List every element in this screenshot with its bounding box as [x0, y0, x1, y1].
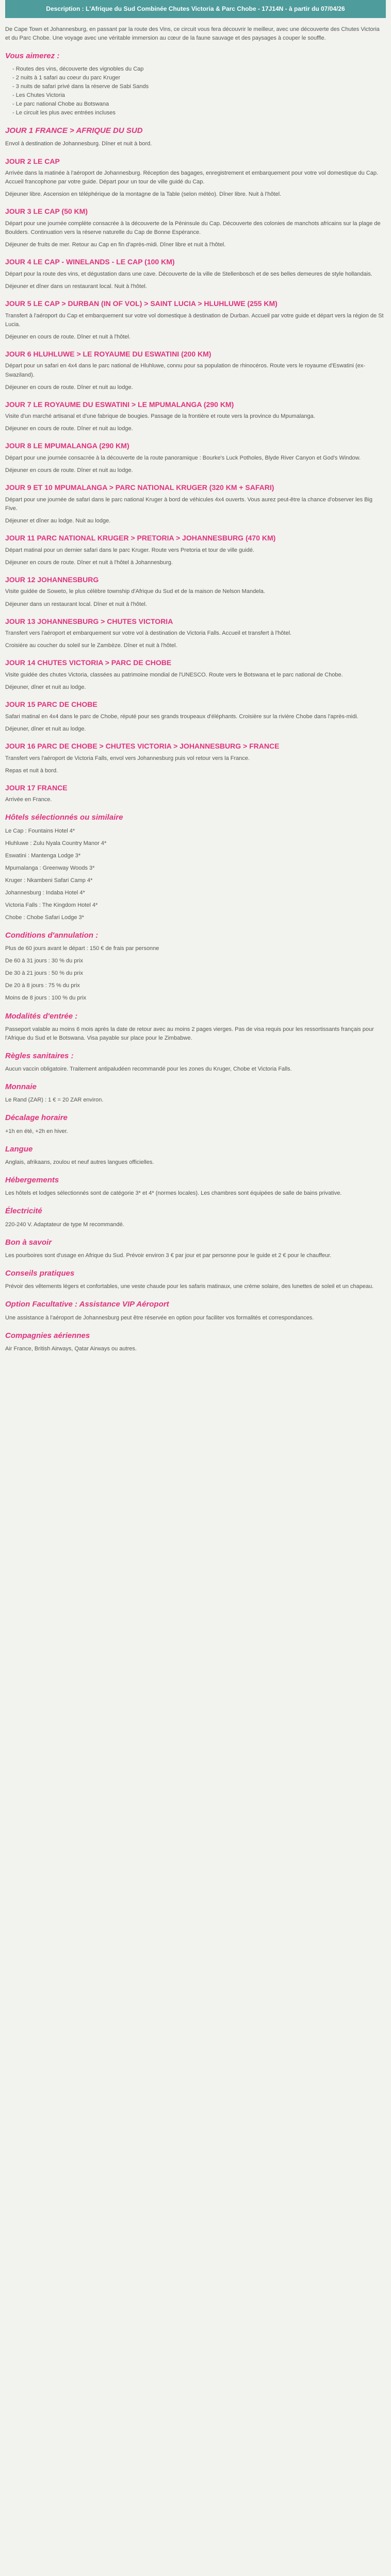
section-paragraph: De 20 à 8 jours : 75 % du prix	[5, 982, 80, 989]
highlight-item: - 2 nuits à 1 safari au coeur du parc Kruger	[12, 74, 121, 81]
day-heading: JOUR 4 LE CAP - WINELANDS - LE CAP (100 KM)	[5, 258, 175, 266]
section-paragraph: +1h en été, +2h en hiver.	[5, 1128, 68, 1134]
section-block	[5, 811, 386, 922]
section-paragraph: Départ pour un safari en 4x4 dans le parc national de Hluhluwe, connu pour sa population de rhinocéros. Route vers le royaume d'Eswatini (ex-Swaziland).	[5, 363, 365, 378]
day-heading: JOUR 8 LE MPUMALANGA (290 KM)	[5, 442, 129, 450]
section-block	[5, 399, 386, 434]
section-paragraph: Moins de 8 jours : 100 % du prix	[5, 995, 87, 1002]
day-heading: JOUR 9 ET 10 MPUMALANGA > PARC NATIONAL KRUGER (320 KM + SAFARI)	[5, 483, 274, 492]
section-paragraph: Croisière au coucher du soleil sur le Zambèze. Dîner et nuit à l'hôtel.	[5, 642, 177, 649]
itinerary-sections	[5, 125, 386, 1353]
section-block	[5, 533, 386, 567]
section-block	[5, 440, 386, 475]
section-paragraph: Déjeuner en cours de route. Dîner et nuit à l'hôtel.	[5, 333, 131, 340]
section-paragraph: Déjeuner en cours de route. Dîner et nuit au lodge.	[5, 467, 133, 474]
section-paragraph: Déjeuner en cours de route. Dîner et nuit au lodge.	[5, 426, 133, 432]
section-paragraph: De 30 à 21 jours : 50 % du prix	[5, 970, 84, 977]
section-paragraph: Visite guidée de Soweto, le plus célèbre township d'Afrique du Sud et de la maison de Nelson Mandela.	[5, 588, 265, 595]
tour-title: Description : L'Afrique du Sud Combinée Chutes Victoria & Parc Chobe - 17J14N - à partir du 07/04/26	[5, 0, 386, 18]
section-paragraph: Déjeuner dans un restaurant local. Dîner et nuit à l'hôtel.	[5, 601, 147, 607]
section-paragraph: Anglais, afrikaans, zoulou et neuf autres langues officielles.	[5, 1159, 154, 1166]
section-paragraph: Départ pour une journée complète consacrée à la découverte de la Péninsule du Cap. Découverte des colonies de manchots africains sur la plage de Boulders. Continuation vers la réserve naturelle du Cap de Bonne Espérance.	[5, 221, 381, 236]
section-heading: Hôtels sélectionnés ou similaire	[5, 813, 123, 822]
section-block	[5, 206, 386, 249]
section-block	[5, 349, 386, 392]
section-paragraph: Hluhluwe : Zulu Nyala Country Manor 4*	[5, 840, 107, 846]
section-block	[5, 156, 386, 199]
section-heading: JOUR 1 FRANCE > AFRIQUE DU SUD	[5, 126, 143, 135]
section-block	[5, 1143, 386, 1167]
section-paragraph: Déjeuner, dîner et nuit au lodge.	[5, 684, 86, 691]
section-heading: Modalités d'entrée :	[5, 1011, 78, 1021]
section-block	[5, 783, 386, 805]
section-paragraph: Le Rand (ZAR) : 1 € = 20 ZAR environ.	[5, 1097, 104, 1104]
section-heading: Langue	[5, 1144, 33, 1154]
section-block	[5, 574, 386, 609]
highlight-item: - Les Chutes Victoria	[12, 92, 65, 99]
section-block	[5, 1205, 386, 1229]
section-block	[5, 929, 386, 1003]
section-heading: Option Facultative : Assistance VIP Aéroport	[5, 1300, 169, 1309]
section-block	[5, 1174, 386, 1198]
section-heading: Compagnies aériennes	[5, 1331, 90, 1340]
highlight-item: - Routes des vins, découverte des vignobles du Cap	[12, 65, 144, 72]
section-paragraph: Déjeuner en cours de route. Dîner et nuit à l'hôtel à Johannesburg.	[5, 559, 173, 566]
section-paragraph: Déjeuner en cours de route. Dîner et nuit au lodge.	[5, 384, 133, 391]
section-block	[5, 482, 386, 526]
section-paragraph: Départ pour la route des vins, et dégustation dans une cave. Découverte de la ville de Stellenbosch et de ses belles demeures de style hollandais.	[5, 270, 372, 277]
section-paragraph: Les hôtels et lodges sélectionnés sont de catégorie 3* et 4* (normes locales). Les chambres sont équipées de salle de bains privative.	[5, 1190, 342, 1197]
section-block	[5, 125, 386, 148]
section-paragraph: Une assistance à l'aéroport de Johannesburg peut être réservée en option pour faciliter vos formalités et correspondances.	[5, 1314, 314, 1321]
section-paragraph: Kruger : Nkambeni Safari Camp 4*	[5, 877, 93, 884]
section-heading: Hébergements	[5, 1176, 59, 1185]
section-paragraph: Départ matinal pour un dernier safari dans le parc Kruger. Route vers Pretoria et tour de ville guidé.	[5, 547, 255, 553]
section-block	[5, 298, 386, 342]
section-paragraph: Mpumalanga : Greenway Woods 3*	[5, 865, 95, 871]
section-paragraph: Prévoir des vêtements légers et confortables, une veste chaude pour les safaris matinaux, une crème solaire, des lunettes de soleil et un chapeau.	[5, 1283, 374, 1290]
section-block	[5, 699, 386, 734]
section-paragraph: Envol à destination de Johannesburg. Dîner et nuit à bord.	[5, 141, 152, 147]
section-paragraph: Visite d'un marché artisanal et d'une fabrique de bougies. Passage de la frontière et route vers la province du Mpumalanga.	[5, 413, 315, 420]
section-paragraph: Eswatini : Mantenga Lodge 3*	[5, 852, 81, 859]
section-block	[5, 1081, 386, 1105]
day-heading: JOUR 5 LE CAP > DURBAN (IN OF VOL) > SAINT LUCIA > HLUHLUWE (255 KM)	[5, 299, 278, 308]
section-paragraph: Visite guidée des chutes Victoria, classées au patrimoine mondial de l'UNESCO. Route vers le Botswana et le parc national de Chobe.	[5, 672, 343, 679]
section-block	[5, 257, 386, 291]
section-paragraph: Aucun vaccin obligatoire. Traitement antipaludéen recommandé pour les zones du Kruger, Chobe et Victoria Falls.	[5, 1066, 292, 1073]
section-paragraph: Départ pour une journée de safari dans le parc national Kruger à bord de véhicules 4x4 ouverts. Vous aurez peut-être la chance d'observer les Big Five.	[5, 496, 373, 512]
section-paragraph: Arrivée dans la matinée à l'aéroport de Johannesburg. Réception des bagages, enregistrement et embarquement pour votre vol domestique du Cap. Accueil francophone par votre guide. Départ pour un tour de ville guidé du Cap.	[5, 170, 379, 185]
day-heading: JOUR 7 LE ROYAUME DU ESWATINI > LE MPUMALANGA (290 KM)	[5, 400, 234, 409]
section-paragraph: Air France, British Airways, Qatar Airways ou autres.	[5, 1345, 137, 1352]
section-block	[5, 657, 386, 692]
day-heading: JOUR 14 CHUTES VICTORIA > PARC DE CHOBE	[5, 658, 172, 667]
section-paragraph: De 60 à 31 jours : 30 % du prix	[5, 958, 84, 964]
section-paragraph: Johannesburg : Indaba Hotel 4*	[5, 889, 85, 896]
section-paragraph: Départ pour une journée consacrée à la découverte de la route panoramique : Bourke's Luck Potholes, Blyde River Canyon et God's Window.	[5, 455, 361, 462]
section-paragraph: Déjeuner et dîner dans un restaurant local. Nuit à l'hôtel.	[5, 283, 147, 290]
highlight-item: - Le circuit les plus avec entrées incluses	[12, 110, 116, 116]
section-paragraph: Déjeuner, dîner et nuit au lodge.	[5, 725, 86, 732]
day-heading: JOUR 2 LE CAP	[5, 157, 60, 165]
intro-paragraph: De Cape Town et Johannesburg, en passant par la route des Vins, ce circuit vous fera découvrir le meilleur, avec une découverte des Chutes Victoria et du Parc Chobe. Une voyage avec une véritable immersion au cœur de la faune sauvage et des paysages à couper le souffle.	[5, 26, 380, 41]
section-heading: Conditions d'annulation :	[5, 931, 99, 940]
section-heading: Règles sanitaires :	[5, 1051, 74, 1060]
section-heading: Électricité	[5, 1207, 42, 1216]
section-paragraph: Safari matinal en 4x4 dans le parc de Chobe, réputé pour ses grands troupeaux d'éléphants. Croisière sur la rivière Chobe dans l'après-midi.	[5, 713, 359, 720]
day-heading: JOUR 12 JOHANNESBURG	[5, 575, 99, 584]
section-block	[5, 1236, 386, 1260]
section-paragraph: Le Cap : Fountains Hotel 4*	[5, 827, 75, 834]
section-paragraph: Transfert vers l'aéroport de Victoria Falls, envol vers Johannesburg puis vol retour vers la France.	[5, 755, 250, 761]
section-block	[5, 616, 386, 651]
section-paragraph: Plus de 60 jours avant le départ : 150 € de frais par personne	[5, 945, 159, 952]
section-heading: Monnaie	[5, 1082, 37, 1092]
day-heading: JOUR 11 PARC NATIONAL KRUGER > PRETORIA > JOHANNESBURG (470 KM)	[5, 534, 276, 542]
day-heading: JOUR 16 PARC DE CHOBE > CHUTES VICTORIA > JOHANNESBURG > FRANCE	[5, 741, 280, 750]
section-paragraph: Les pourboires sont d'usage en Afrique du Sud. Prévoir environ 3 € par jour et par personne pour le guide et 2 € pour le chauffeur.	[5, 1252, 332, 1259]
day-heading: JOUR 17 FRANCE	[5, 783, 68, 792]
section-block	[5, 1298, 386, 1322]
section-paragraph: Chobe : Chobe Safari Lodge 3*	[5, 914, 84, 921]
day-heading: JOUR 15 PARC DE CHOBE	[5, 700, 97, 709]
highlight-item: - Le parc national Chobe au Botswana	[12, 101, 109, 108]
day-heading: JOUR 3 LE CAP (50 KM)	[5, 207, 88, 216]
section-paragraph: Arrivée en France.	[5, 796, 52, 803]
highlights-heading: Vous aimerez :	[5, 51, 60, 60]
section-block	[5, 741, 386, 775]
highlight-item: - 3 nuits de safari privé dans la réserve de Sabi Sands	[12, 83, 149, 90]
section-paragraph: Déjeuner et dîner au lodge. Nuit au lodge.	[5, 517, 111, 524]
day-heading: JOUR 6 HLUHLUWE > LE ROYAUME DU ESWATINI (200 KM)	[5, 349, 211, 358]
section-heading: Bon à savoir	[5, 1238, 52, 1247]
section-heading: Conseils pratiques	[5, 1268, 75, 1278]
section-paragraph: Passeport valable au moins 6 mois après la date de retour avec au moins 2 pages vierges. Pas de visa requis pour les ressortissants français pour l'Afrique du Sud et le Botswana. Visa payable sur place pour le Zimbabwe.	[5, 1026, 374, 1041]
section-paragraph: 220-240 V. Adaptateur de type M recommandé.	[5, 1221, 124, 1228]
section-paragraph: Transfert à l'aéroport du Cap et embarquement sur votre vol domestique à destination de Durban. Accueil par votre guide et départ vers la région de St Lucia.	[5, 312, 384, 328]
section-block	[5, 1267, 386, 1291]
section-block	[5, 1010, 386, 1043]
day-heading: JOUR 13 JOHANNESBURG > CHUTES VICTORIA	[5, 617, 173, 625]
section-block	[5, 1050, 386, 1074]
section-heading: Décalage horaire	[5, 1113, 68, 1123]
section-paragraph: Déjeuner de fruits de mer. Retour au Cap en fin d'après-midi. Dîner libre et nuit à l'hôtel.	[5, 242, 226, 248]
section-paragraph: Victoria Falls : The Kingdom Hotel 4*	[5, 902, 98, 908]
section-paragraph: Déjeuner libre. Ascension en téléphérique de la montagne de la Table (selon météo). Dîner libre. Nuit à l'hôtel.	[5, 191, 282, 198]
section-block	[5, 1112, 386, 1136]
section-paragraph: Repas et nuit à bord.	[5, 767, 58, 774]
section-paragraph: Transfert vers l'aéroport et embarquement sur votre vol à destination de Victoria Falls. Accueil et transfert à l'hôtel.	[5, 630, 292, 637]
section-block	[5, 1330, 386, 1353]
highlights-list	[5, 65, 386, 117]
